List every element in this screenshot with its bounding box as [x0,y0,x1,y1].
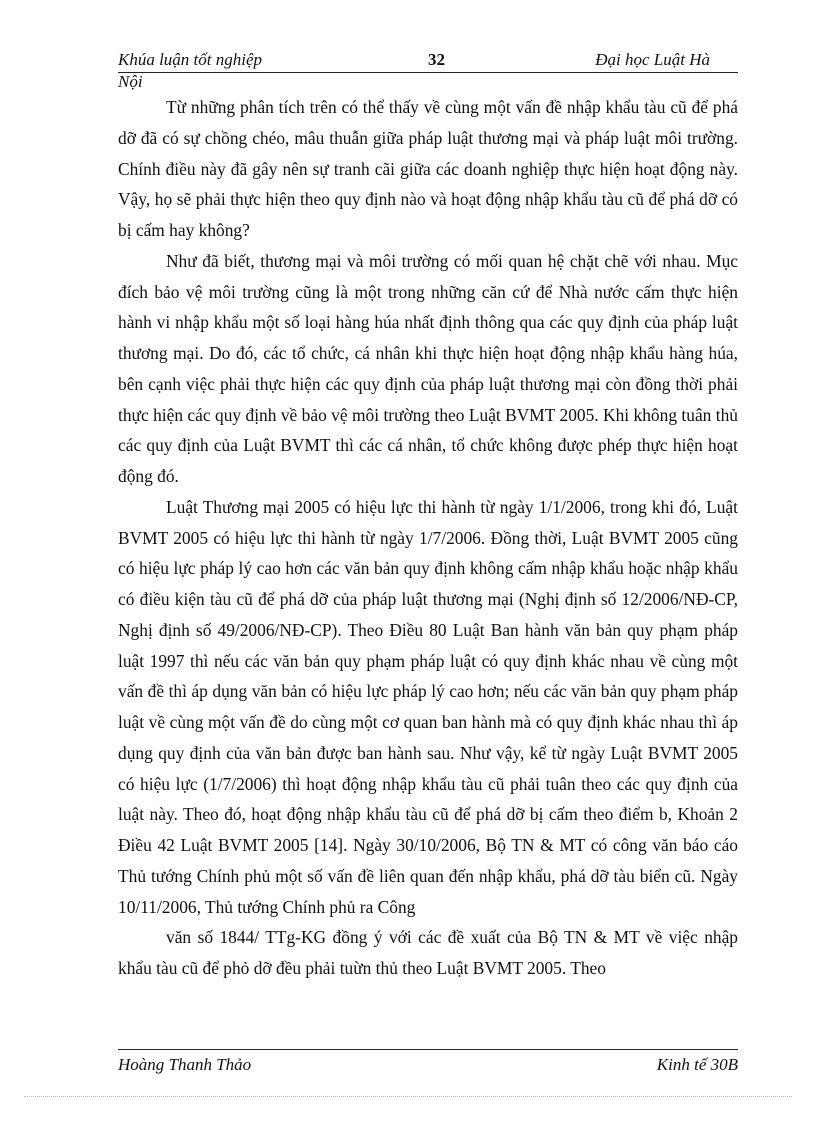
header-university: Đại học Luật Hà [595,50,710,69]
footer-class: Kinh tế 30B [656,1055,738,1074]
body-text [118,92,738,984]
page-footer [118,1055,738,1077]
paragraph-3: Luật Thương mại 2005 có hiệu lực thi hành từ ngày 1/1/2006, trong khi đó, Luật BVMT 2005 có hiệu lực thi hành từ ngày 1/7/2006. Đồng thời, Luật BVMT 2005 cũng có hiệu lực pháp lý cao hơn các văn bản quy định không cấm nhập khẩu hoặc nhập khẩu có điều kiện tàu cũ để phá dỡ của pháp luật thương mại (Nghị định số 12/2006/NĐ-CP, Nghị định số 49/2006/NĐ-CP). Theo Điều 80 Luật Ban hành văn bản quy phạm pháp luật 1997 thì nếu các văn bản quy phạm pháp luật có quy định khác nhau về cùng một vấn đề thì áp dụng văn bản có hiệu lực pháp lý cao hơn; nếu các văn bản quy phạm pháp luật về cùng một vấn đề do cùng một cơ quan ban hành mà có quy định khác nhau thì áp dụng quy định của văn bản được ban hành sau. Như vậy, kể từ ngày Luật BVMT 2005 có hiệu lực (1/7/2006) thì hoạt động nhập khẩu tàu cũ phải tuân theo các quy định của luật này. Theo đó, hoạt động nhập khẩu tàu cũ để phá dỡ bị cấm theo điểm b, Khoản 2 Điều 42 Luật BVMT 2005 [14]. Ngày 30/10/2006, Bộ TN & MT có công văn báo cáo Thủ tướng Chính phủ một số vấn đề liên quan đến nhập khẩu, phá dỡ tàu biển cũ. Ngày 10/11/2006, Thủ tướng Chính phủ ra Công [118,496,738,917]
footer-divider [118,1049,738,1050]
header-university-continued: Nội [118,72,143,91]
paragraph-2: Như đã biết, thương mại và môi trường có mối quan hệ chặt chẽ với nhau. Mục đích bảo vệ môi trường cũng là một trong những căn cứ để Nhà nước cấm thực hiện hành vi nhập khẩu một số loại hàng húa nhất định thông qua các quy định của pháp luật thương mại. Do đó, các tổ chức, cá nhân khi thực hiện hoạt động nhập khẩu hàng húa, bên cạnh việc phải thực hiện các quy định của pháp luật thương mại còn đồng thời phải thực hiện các quy định về bảo vệ môi trường theo Luật BVMT 2005. Khi không tuân thủ các quy định của Luật BVMT thì các cá nhân, tổ chức không được phép thực hiện hoạt động đó. [118,250,738,486]
footer-author: Hoàng Thanh Thảo [118,1055,252,1074]
page-number: 32 [428,50,445,69]
page-edge-dotted-line [24,1096,792,1097]
paragraph-1: Từ những phân tích trên có thể thấy về cùng một vấn đề nhập khẩu tàu cũ để phá dỡ đã có sự chồng chéo, mâu thuẫn giữa pháp luật thương mại và pháp luật môi trường. Chính điều này đã gây nên sự tranh cãi giữa các doanh nghiệp thực hiện hoạt động này. Vậy, họ sẽ phải thực hiện theo quy định nào và hoạt động nhập khẩu tàu cũ để phá dỡ có bị cấm hay không? [118,97,738,240]
paragraph-4: văn số 1844/ TTg-KG đồng ý với các đề xuất của Bộ TN & MT về việc nhập khẩu tàu cũ để phỏ dỡ đều phải tuừn thủ theo Luật BVMT 2005. Theo [118,927,738,978]
header-thesis-title: Khúa luận tốt nghiệp [118,50,263,69]
page-header [118,50,738,73]
